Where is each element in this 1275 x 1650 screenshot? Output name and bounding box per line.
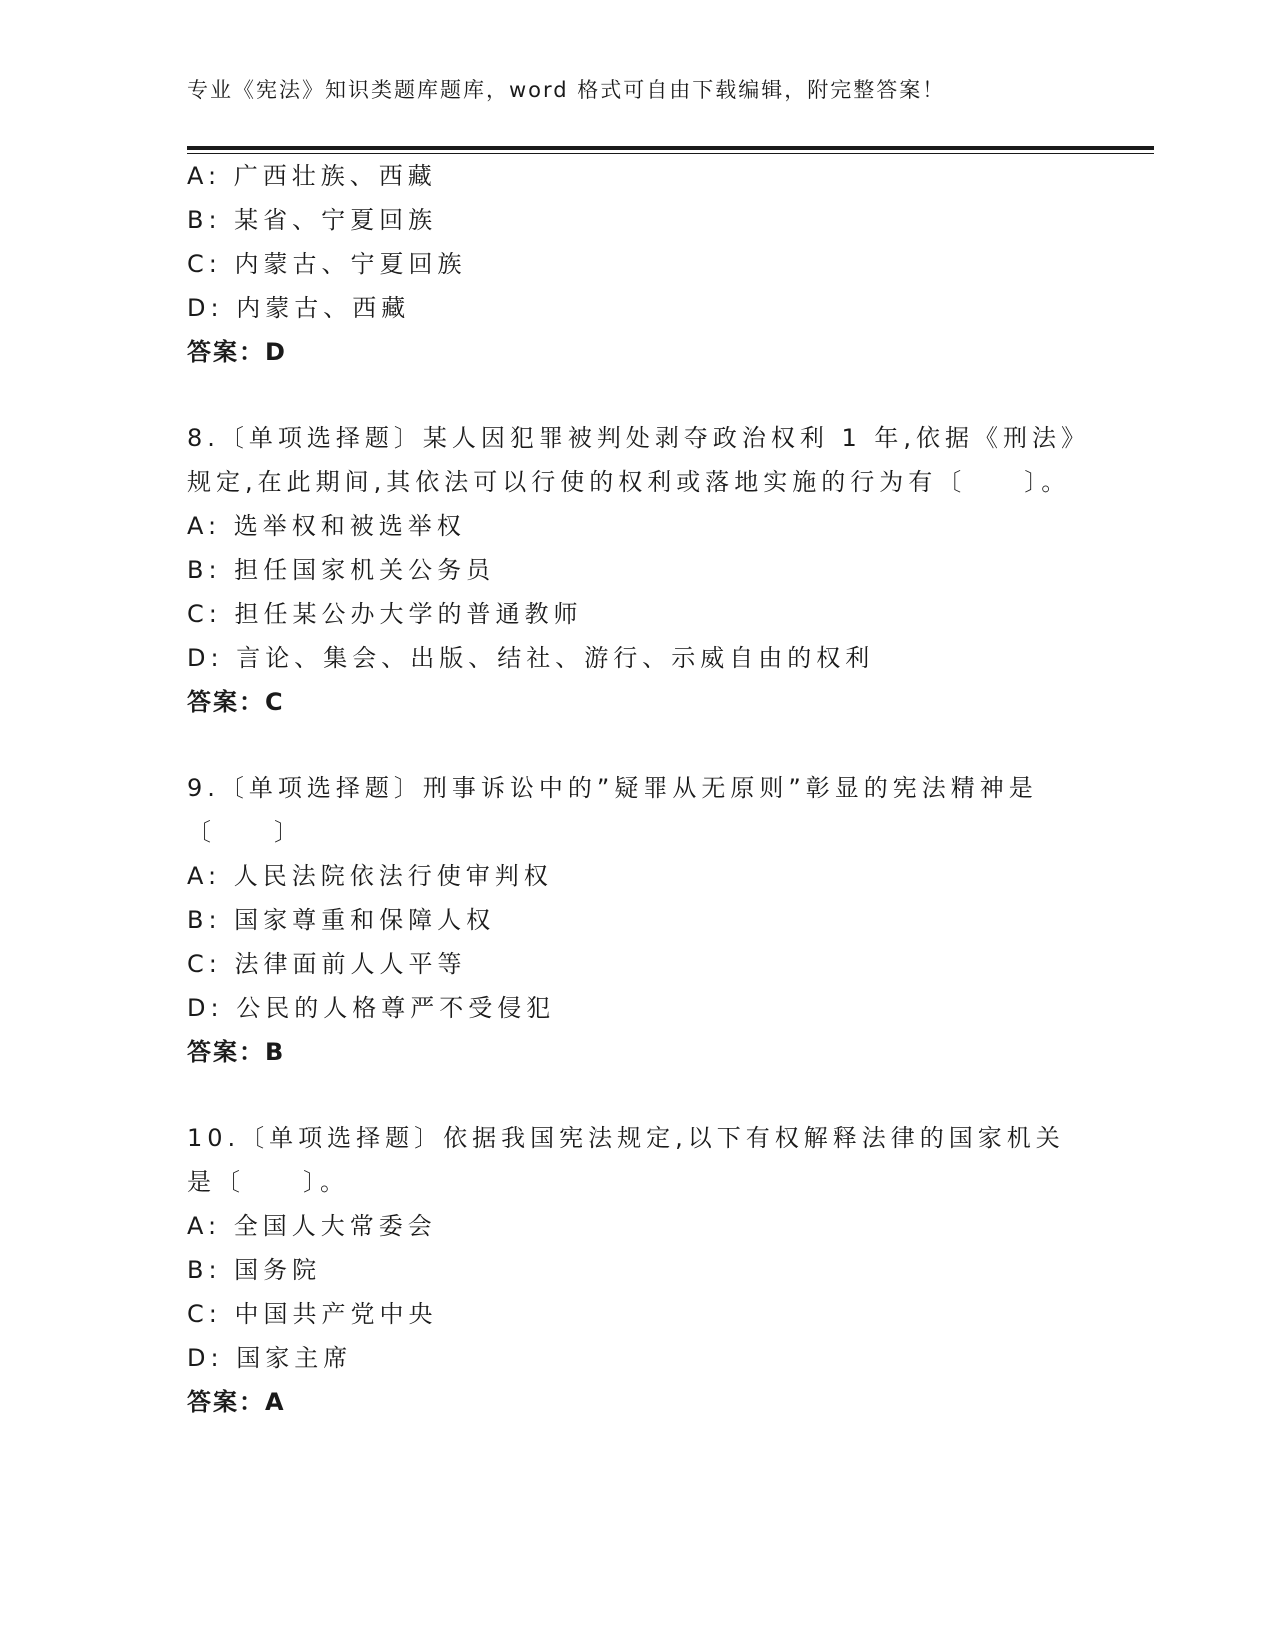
page-header: 专业《宪法》知识类题库题库，word 格式可自由下载编辑，附完整答案！	[187, 78, 946, 102]
q9-answer: 答案：B	[187, 1038, 286, 1066]
q10-option-c: C: 中国共产党中央	[187, 1300, 438, 1328]
q7-option-d: D: 内蒙古、西藏	[187, 294, 411, 322]
q10-option-a: A: 全国人大常委会	[187, 1212, 437, 1240]
q8-option-a: A: 选举权和被选举权	[187, 512, 466, 540]
q8-answer: 答案：C	[187, 688, 285, 716]
q8-option-c: C: 担任某公办大学的普通教师	[187, 600, 583, 628]
q8-option-d: D: 言论、集会、出版、结社、游行、示威自由的权利	[187, 644, 875, 672]
q8-stem-line1: 8.〔单项选择题〕某人因犯罪被判处剥夺政治权利 1 年,依据《刑法》	[187, 424, 1091, 452]
q9-option-a: A: 人民法院依法行使审判权	[187, 862, 553, 890]
q8-option-b: B: 担任国家机关公务员	[187, 556, 496, 584]
q10-answer: 答案：A	[187, 1388, 286, 1416]
header-rule-thick	[187, 146, 1154, 150]
q10-stem-line2: 是〔 〕。	[187, 1168, 349, 1196]
q9-option-d: D: 公民的人格尊严不受侵犯	[187, 994, 556, 1022]
q10-option-d: D: 国家主席	[187, 1344, 353, 1372]
q8-stem-line2: 规定,在此期间,其依法可以行使的权利或落地实施的行为有〔 〕。	[187, 468, 1071, 496]
q10-option-b: B: 国务院	[187, 1256, 322, 1284]
q9-stem-line2: 〔 〕	[187, 818, 303, 846]
q9-stem-line1: 9.〔单项选择题〕刑事诉讼中的”疑罪从无原则”彰显的宪法精神是	[187, 774, 1038, 802]
q7-answer: 答案：D	[187, 338, 287, 366]
q7-option-a: A: 广西壮族、西藏	[187, 162, 437, 190]
q7-option-b: B: 某省、宁夏回族	[187, 206, 438, 234]
q10-stem-line1: 10.〔单项选择题〕依据我国宪法规定,以下有权解释法律的国家机关	[187, 1124, 1065, 1152]
header-rule-thin	[187, 153, 1154, 154]
q7-option-c: C: 内蒙古、宁夏回族	[187, 250, 467, 278]
q9-option-b: B: 国家尊重和保障人权	[187, 906, 496, 934]
q9-option-c: C: 法律面前人人平等	[187, 950, 467, 978]
